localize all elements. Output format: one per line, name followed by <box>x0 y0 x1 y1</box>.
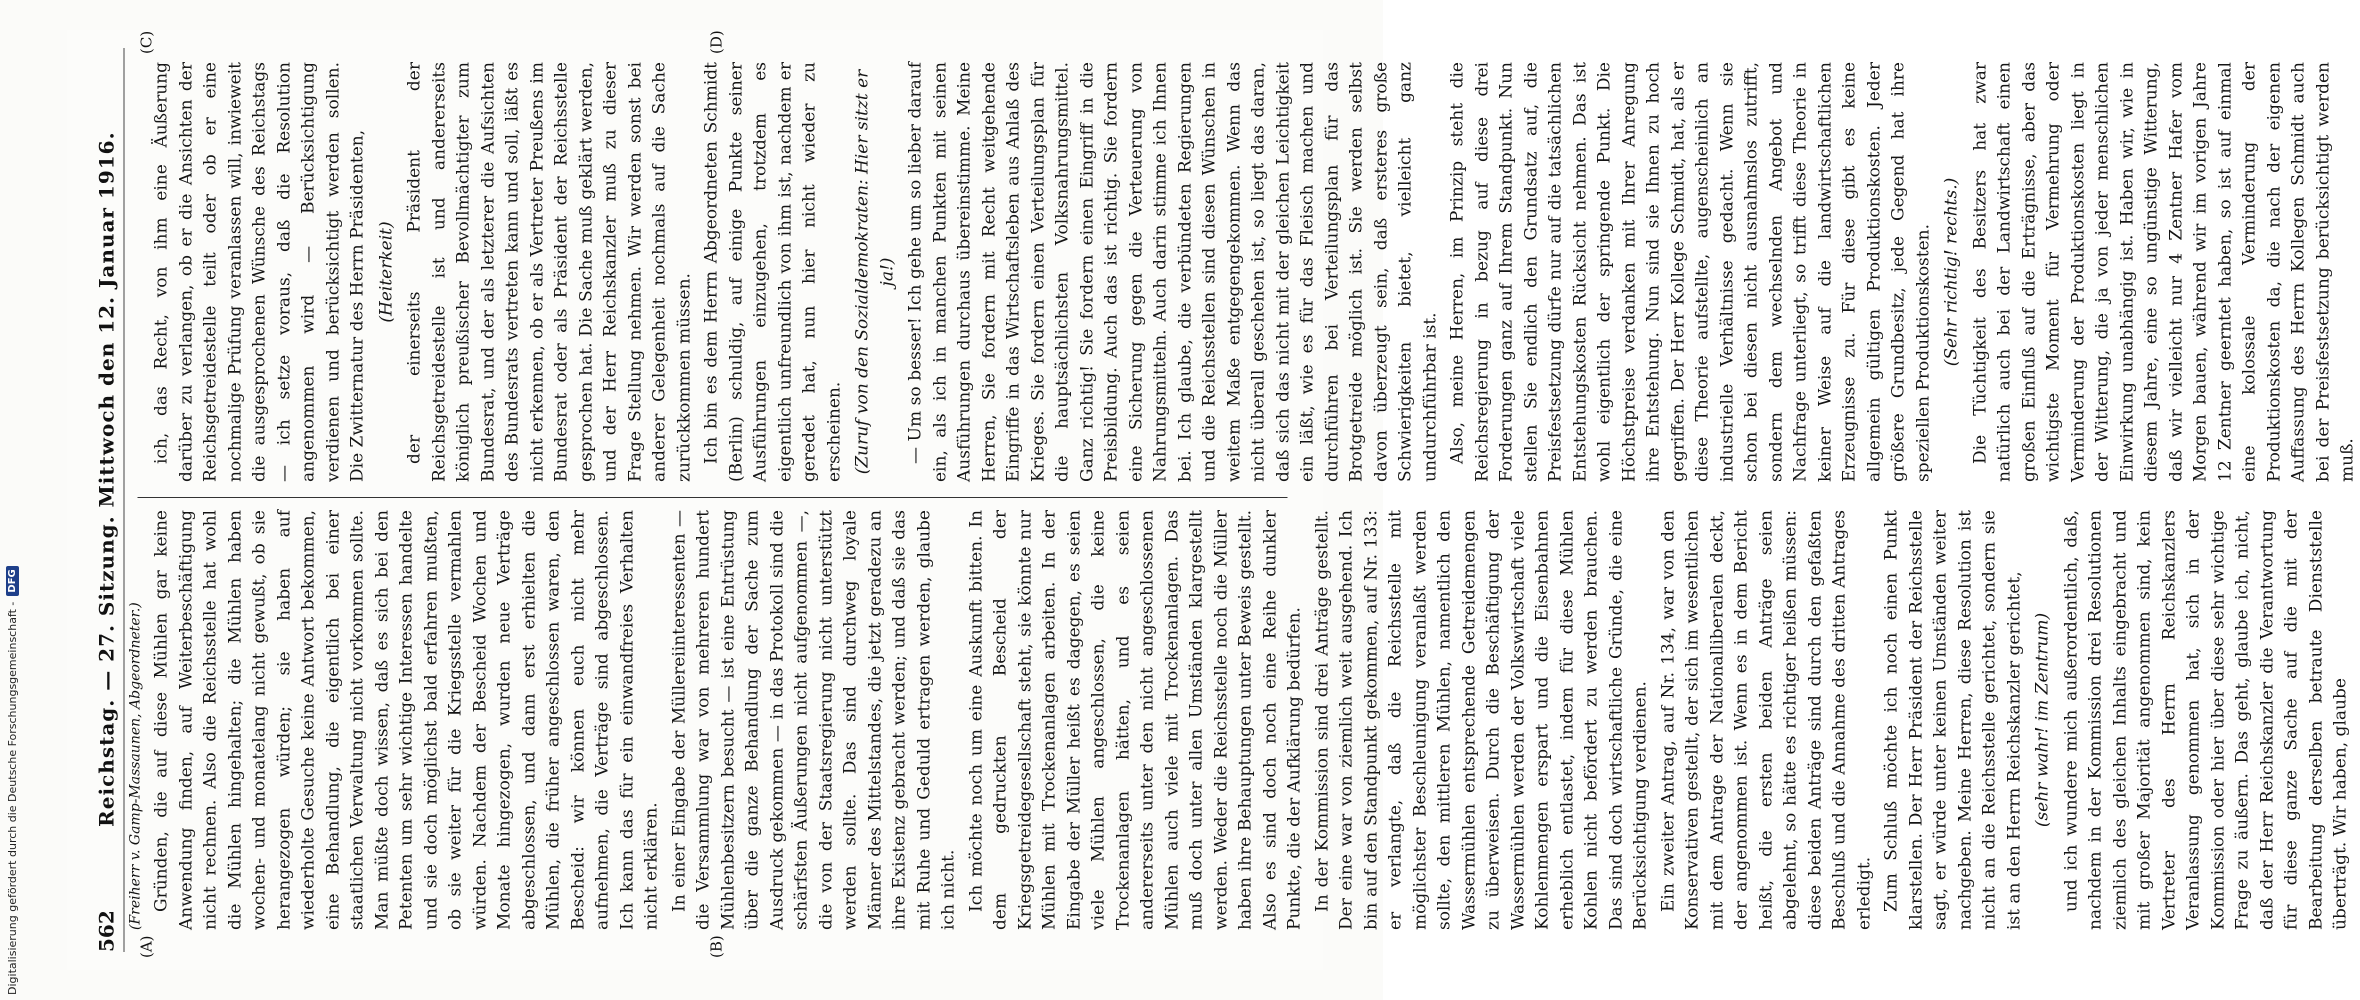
dfg-credit-line <box>6 566 19 995</box>
speaker-line: (Freiherr v. Gamp-Massaunen, Abgeordneter.) <box>127 602 144 930</box>
interjection: (Zuruf von den Sozialdemokraten: Hier sitzt er ja!) <box>852 69 897 475</box>
paragraph: Die Tüchtigkeit des Besitzers hat zwar natürlich auch bei der Landwirtschaft einen großen Einfluß auf die Erträgnisse, aber das wichtigste Moment für Vermehrung oder Verminderung der Produktionskosten liegt in der Witterung, die ja von jeder menschlichen Einwirkung unabhängig ist. Haben wir, wie in diesem Jahre, eine so ungünstige Witterung, daß wir vielleicht nur 4 Zentner Hafer vom Morgen bauen, während wir im vorigen Jahre 12 Zentner geerntet haben, so ist auf einmal eine kolossale Verminderung der Produktionskosten da, die nach der eigenen Auffassung des Herrn Kollegen Schmidt auch bei der Preisfestsetzung berücksichtigt werden muß. <box>1970 62 2358 482</box>
paragraph: Ich bin es dem Herrn Abgeordneten Schmidt (Berlin) schuldig, auf einige Punkte seiner Ausführungen einzugehen, trotzdem es eigentlich unfreundlich von ihm ist, nachdem er geredet hat, nun hier nicht wieder zu erscheinen. <box>701 62 844 482</box>
interjection: (Sehr richtig! rechts.) <box>1941 177 1962 367</box>
paragraph: Also, meine Herren, im Prinzip steht die Reichsregierung in bezug auf diese drei Forderungen ganz auf Ihrem Standpunkt. Nun stellen Sie endlich den Grundsatz auf, die Preisfestsetzung dürfe nur auf die tatsächlichen Entstehungskosten Rücksicht nehmen. Das ist wohl eigentlich der springende Punkt. Die Höchstpreise verdanken mit Ihrer Anregung ihre Entstehung. Nun sind sie Ihnen zu hoch gegriffen. Der Herr Kollege Schmidt, hat, als er diese Theorie aufstellte, augenscheinlich an industrielle Verhältnisse gedacht. Wenn sie schon bei diesen nicht ausnahmslos zutrifft, sondern dem wechselnden Angebot und Nachfrage unterliegt, so trifft diese Theorie in keiner Weise auf die landwirtschaftlichen Erzeugnisse zu. Für diese gibt es keine allgemein gültigen Produktionskosten. Jeder größere Grundbesitz, jede Gegend hat ihre speziellen Produktionskosten. <box>1447 62 1933 482</box>
margin-mark-b: (B) <box>707 935 726 958</box>
paragraph: Ich möchte noch um eine Auskunft bitten. In dem gedruckten Bescheid der Kriegsgetreidegesellschaft steht, sie könnte nur Mühlen mit Trockenanlagen arbeiten. In der Eingabe der Müller heißt es dagegen, es seien viele Mühlen angeschlossen, die keine Trockenanlagen hätten, und es seien andererseits unter den nicht angeschlossenen Mühlen auch viele mit Trockenanlagen. Das muß doch unter allen Umständen klargestellt werden. Weder die Reichsstelle noch die Müller haben ihre Behauptungen unter Beweis gestellt. Also es sind doch noch eine Reihe dunkler Punkte, die der Aufklärung bedürfen. <box>966 510 1305 930</box>
margin-mark-d: (D) <box>707 30 726 54</box>
column-divider <box>138 497 1288 498</box>
paragraph: ich, das Recht, von ihm eine Äußerung darüber zu verlangen, ob er die Ansichten der Reichsgetreidestelle teilt oder ob er eine nochmalige Prüfung veranlassen will, inwieweit die ausgesprochenen Wünsche des Reichstags — ich setze voraus, daß die Resolution angenommen wird — Berücksichtigung verdienen und berücksichtigt werden sollen. Die Zwitternatur des Herrn Präsidenten, <box>151 62 368 482</box>
paragraph: der einerseits Präsident der Reichsgetreidestelle ist und andererseits königlich preußischer Bevollmächtigter zum Bundesrat, und der als letzterer die Aufsichten des Bundesrats vertreten kann und soll, läßt es nicht erkennen, ob er als Vertreter Preußens im Bundesrat oder als Präsident der Reichsstelle gesprochen hat. Die Sache muß geklärt werden, und der Herr Reichskanzler muß zu dieser Frage Stellung nehmen. Wir werden sonst bei anderer Gelegenheit nochmals auf die Sache zurückkommen müssen. <box>404 62 694 482</box>
paragraph: Gründen, die auf diese Mühlen gar keine Anwendung finden, auf Weiterbeschäftigung nicht rechnen. Also die Reichsstelle hat wohl die Mühlen hingehalten; die Mühlen haben wochen- und monatelang nicht gewußt, ob sie herangezogen würden; sie haben auf wiederholte Gesuche keine Antwort bekommen, eine Behandlung, die eigentlich bei einer staatlichen Verwaltung nicht vorkommen sollte. Man müßte doch wissen, daß es sich bei den Petenten um sehr wichtige Interessen handelte und sie doch möglichst bald erfahren mußten, ob sie weiter für die Kriegsstelle vermahlen würden. Nachdem der Bescheid Wochen und Monate hingezogen, wurden neue Verträge abgeschlossen, und dann erst erhielten die Mühlen, die früher angeschlossen waren, den Bescheid: wir können euch nicht mehr aufnehmen, die Verträge sind abgeschlossen. Ich kann das für ein einwandfreies Verhalten nicht erklären. <box>151 510 662 930</box>
paragraph: Ein zweiter Antrag, auf Nr. 134, war von den Konservativen gestellt, der sich im wesentlichen mit dem Antrage der Nationalliberalen deckt, der angenommen ist. Wenn es in dem Bericht heißt, die ersten beiden Anträge seien abgelehnt, so hätte es richtiger heißen müssen: diese beiden Anträge sind durch den gefaßten Beschluß und die Annahme des dritten Antrages erledigt. <box>1658 510 1874 930</box>
left-column <box>150 510 2351 930</box>
interjection: (Heiterkeit) <box>376 221 396 323</box>
page-title: Reichstag. — 27. Sitzung. Mittwoch den 12. Januar 1916. <box>94 131 119 827</box>
page-number: 562 <box>94 910 119 952</box>
paragraph: Zum Schluß möchte ich noch einen Punkt klarstellen. Der Herr Präsident der Reichsstelle sagt, er würde unter keinen Umständen weiter nachgeben. Meine Herren, diese Resolution ist nicht an die Reichsstelle gerichtet, sondern sie ist an den Herrn Reichskanzler gerichtet, <box>1881 510 2024 930</box>
margin-mark-a: (A) <box>137 935 156 958</box>
right-column <box>150 62 2358 482</box>
paragraph: und ich wundere mich außerordentlich, daß, nachdem in der Kommission drei Resolutionen ziemlich des gleichen Inhalts eingebracht und mit großer Majorität angenommen sind, kein Vertreter des Herrn Reichskanzlers Veranlassung genommen hat, sich in der Kommission oder hier über diese sehr wichtige Frage zu äußern. Das geht, glaube ich, nicht, daß der Herr Reichskanzler die Verantwortung für diese ganze Sache auf die mit der Bearbeitung derselben betraute Dienststelle überträgt. Wir haben, glaube <box>2061 510 2351 930</box>
paragraph: In der Kommission sind drei Anträge gestellt. Der eine war von ziemlich weit ausgehend. Ich bin auf den Standpunkt gekommen, auf Nr. 133: er verlangte, daß die Reichsstelle mit möglichster Beschleunigung veranlaßt werden sollte, den mittleren Mühlen, namentlich den Wassermühlen entsprechende Getreidemengen zu überweisen. Durch die Beschäftigung der Wassermühlen werden der Volkswirtschaft viele Kohlenmengen erspart und die Eisenbahnen erheblich entlastet, indem für diese Mühlen Kohlen nicht befördert zu werden brauchen. Das sind doch wirtschaftliche Gründe, die eine Berücksichtigung verdienen. <box>1312 510 1651 930</box>
page-header <box>90 48 125 952</box>
margin-mark-c: (C) <box>137 30 156 54</box>
rotated-page <box>68 30 2358 970</box>
paragraph: In einer Eingabe der Müllereiinteressenten — die Versammlung war von mehreren hundert Mühlenbesitzern besucht — ist eine Entrüstung über die ganze Behandlung der Sache zum Ausdruck gekommen — in das Protokoll sind die schärfsten Äußerungen nicht aufgenommen —, die von der Staatsregierung nicht unterstützt werden sollte. Das sind durchweg loyale Männer des Mittelstandes, die jetzt geradezu an ihre Existenz gebracht werden; und daß sie das mit Ruhe und Geduld ertragen werden, glaube ich nicht. <box>669 510 959 930</box>
credit-text: Digitalisierung gefördert durch die Deutsche Forschungsgemeinschaft - <box>6 601 19 995</box>
paragraph: — Um so besser! Ich gehe um so lieber darauf ein, als ich in manchen Punkten mit seinen Ausführungen durchaus übereinstimme. Meine Herren, Sie fordern mit Recht weitgehende Eingriffe in das Wirtschaftsleben aus Anlaß des Krieges. Sie fordern einen Verteilungsplan für die hauptsächlichsten Volksnahrungsmittel. Ganz richtig! Sie fordern einen Eingriff in die Preisbildung. Auch das ist richtig. Sie fordern eine Sicherung gegen die Verteuerung von Nahrungsmitteln. Auch darin stimme ich Ihnen bei. Ich glaube, die verbündeten Regierungen und die Reichsstellen sind diesen Wünschen in weitem Maße entgegengekommen. Wenn das nicht überall geschehen ist, so liegt das daran, daß sich das nicht mit der gleichen Leichtigkeit ein läßt, wie es für das Fleisch machen und durchführen bei Verteilungsplan für das Brotgetreide möglich ist. Sie werden selbst davon überzeugt sein, daß ersteres große Schwierigkeiten bietet, vielleicht ganz undurchführbar ist. <box>905 62 1440 482</box>
interjection: (sehr wahr! im Zentrum) <box>2032 612 2053 828</box>
dfg-logo: DFG <box>6 566 19 595</box>
